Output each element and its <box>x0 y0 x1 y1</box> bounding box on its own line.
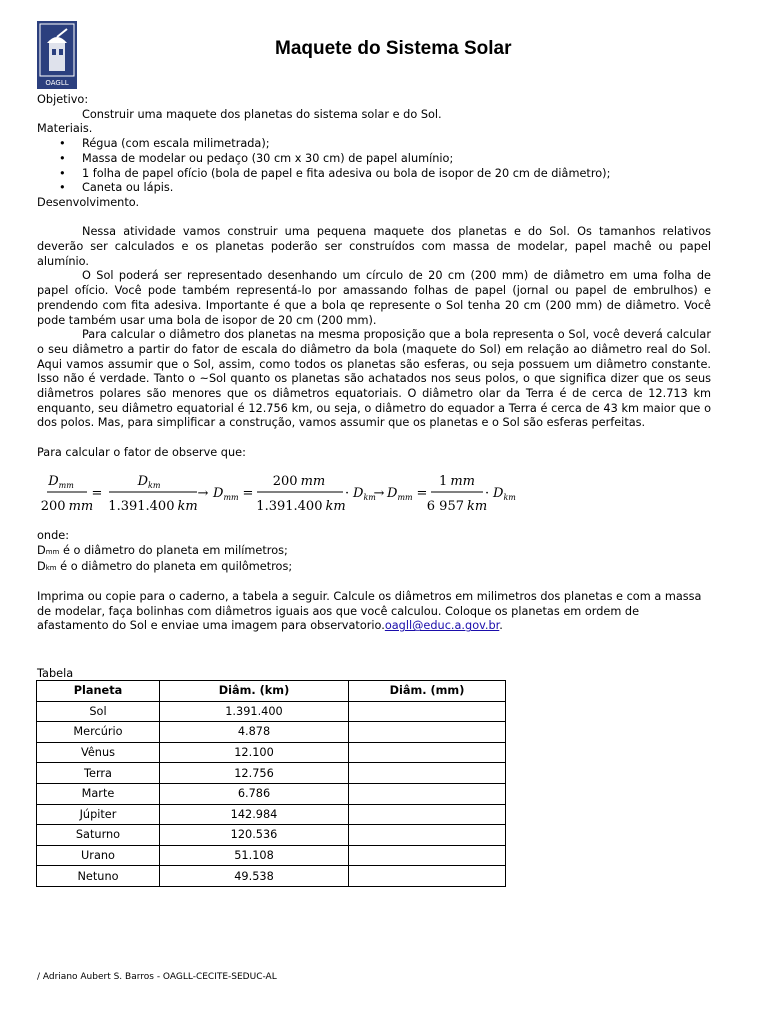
development-paragraph: Para calcular o diâmetro dos planetas na mesma proposição que a bola representa o Sol, você deverá calcular o seu diâmetro a partir do fator de escala do diâmetro da bola (maquete do Sol) em relação ao diâmetro real do Sol. Aqui vamos assumir que o Sol, assim, como todos os planetas são esferas, ou seja possuem um diâmetro constante. Isso não é verdade. Tanto o ~Sol quanto os planetas são achatados nos seus polos, o que significa dizer que os seus diâmetros polares são menores que os diâmetros equatoriais. O diâmetro olar da Terra é de cerca de 12.713 km enquanto, seu diâmetro equatorial é 12.756 km, ou seja, o diâmetro do equador a Terra é cerca de 43 km maior que o dos polos. Mas, para simplificar a construção, vamos assumir que os planetas e o Sol são esferas perfeitas. <box>37 328 711 430</box>
svg-text:200mm: 200 mm <box>40 498 94 514</box>
planet-diam-km: 4.878 <box>160 722 349 743</box>
planet-name: Urano <box>37 845 160 866</box>
footer-credit: / Adriano Aubert S. Barros - OAGLL-CECITE-SEDUC-AL <box>37 972 277 982</box>
planet-diam-mm[interactable] <box>349 804 506 825</box>
document-body <box>37 93 711 634</box>
table-row <box>37 845 506 866</box>
development-paragraph: O Sol poderá ser representado desenhando um círculo de 20 cm (200 mm) de diâmetro em uma folha de papel ofício. Você pode também representá-lo por amassando folhas de papel (jornal ou papel de embrulhos) e prendendo com fita adesiva. Importante é que a bola qe represente o Sol tenha 20 cm (200 mm) de diâmetro. Você pode também usar uma bola de isopor de 20 cm (200 mm). <box>37 269 711 327</box>
planet-diam-mm[interactable] <box>349 866 506 887</box>
logo-text: OAGLL <box>45 79 69 87</box>
table-row <box>37 701 506 722</box>
planet-table <box>36 680 506 887</box>
svg-text:=: = <box>416 485 428 501</box>
planet-name: Marte <box>37 783 160 804</box>
materials-item: • Caneta ou lápis. <box>37 181 711 196</box>
svg-text:·: · <box>345 485 350 501</box>
definitions-label: onde: <box>37 529 69 543</box>
header-diam-mm: Diâm. (mm) <box>349 681 506 702</box>
planet-diam-km: 49.538 <box>160 866 349 887</box>
planet-diam-mm[interactable] <box>349 783 506 804</box>
planet-diam-mm[interactable] <box>349 763 506 784</box>
table-row <box>37 825 506 846</box>
planet-diam-km: 120.536 <box>160 825 349 846</box>
svg-text:·: · <box>485 485 490 501</box>
planet-name: Vênus <box>37 742 160 763</box>
materials-item: • 1 folha de papel ofício (bola de papel e fita adesiva ou bola de isopor de 20 cm de diâmetro); <box>37 167 711 182</box>
svg-text:1.391.400km: 1.391.400 km <box>108 498 198 514</box>
svg-text:Dmm: $D_{mm}$ <box>213 485 239 502</box>
planet-diam-km: 12.100 <box>160 742 349 763</box>
table-header-row <box>37 681 506 702</box>
header-diam-km: Diâm. (km) <box>160 681 349 702</box>
table-label: Tabela <box>37 667 74 680</box>
planet-diam-mm[interactable] <box>349 701 506 722</box>
planet-diam-mm[interactable] <box>349 845 506 866</box>
planet-name: Terra <box>37 763 160 784</box>
planet-diam-km: 142.984 <box>160 804 349 825</box>
instructions-paragraph: Imprima ou copie para o caderno, a tabela a seguir. Calcule os diâmetros em milimetros dos planetas e com a massa de modelar, faça bolinhas com diâmetros iguais aos que você calculou. Coloque os planetas em ordem de afastamento do Sol e enviae uma imagem para observatorio.oagll@educ.a.gov.br. <box>37 590 702 633</box>
planet-name: Júpiter <box>37 804 160 825</box>
email-link[interactable]: oagll@educ.a.gov.br <box>384 619 500 633</box>
svg-text:1.391.400km: 1.391.400 km <box>256 498 346 514</box>
planet-diam-km: 51.108 <box>160 845 349 866</box>
materials-label: Materiais. <box>37 122 93 136</box>
svg-text:→: → <box>373 485 385 501</box>
planet-diam-mm[interactable] <box>349 722 506 743</box>
definition-dkm: Dkm é o diâmetro do planeta em quilômetros; <box>37 559 293 573</box>
planet-diam-mm[interactable] <box>349 742 506 763</box>
table-row <box>37 722 506 743</box>
svg-text:→: → <box>197 485 209 501</box>
planet-name: Netuno <box>37 866 160 887</box>
materials-list <box>37 137 711 196</box>
oagll-logo <box>37 21 77 89</box>
page-title: Maquete do Sistema Solar <box>275 38 512 59</box>
svg-text:200mm: 200 mm <box>272 473 326 489</box>
table-row <box>37 866 506 887</box>
development-label: Desenvolvimento. <box>37 195 140 209</box>
svg-text:Dmm: $D_{mm}$ <box>387 485 413 502</box>
svg-text:=: = <box>91 485 103 501</box>
svg-text:6 957km: 6 957 km <box>426 498 488 514</box>
materials-item: • Régua (com escala milimetrada); <box>37 137 711 152</box>
scale-formula <box>37 467 517 521</box>
planet-name: Mercúrio <box>37 722 160 743</box>
planet-name: Saturno <box>37 825 160 846</box>
planet-name: Sol <box>37 701 160 722</box>
svg-text:Dkm: $D_{km}$ <box>353 485 376 502</box>
table-row <box>37 763 506 784</box>
svg-text:=: = <box>242 485 254 501</box>
planet-diam-km: 12.756 <box>160 763 349 784</box>
svg-text:1mm: 1 mm <box>439 473 475 489</box>
definition-dmm: Dmm é o diâmetro do planeta em milímetros; <box>37 543 288 557</box>
planet-diam-mm[interactable] <box>349 825 506 846</box>
materials-item: • Massa de modelar ou pedaço (30 cm x 30 cm) de papel alumínio; <box>37 152 711 167</box>
planet-diam-km: 1.391.400 <box>160 701 349 722</box>
svg-text:Dmm: $D_{mm}$ <box>48 473 74 490</box>
planet-diam-km: 6.786 <box>160 783 349 804</box>
table-row <box>37 783 506 804</box>
svg-text:Dkm: $D_{km}$ <box>493 485 516 502</box>
objective-label: Objetivo: <box>37 93 89 106</box>
table-row <box>37 742 506 763</box>
objective-text: Construir uma maquete dos planetas do sistema solar e do Sol. <box>82 107 442 121</box>
development-paragraph: Nessa atividade vamos construir uma pequena maquete dos planetas e do Sol. Os tamanhos relativos deverão ser calculados e os planetas poderão ser construídos com massa de modelar, papel machê ou papel alumínio. <box>37 225 711 268</box>
table-row <box>37 804 506 825</box>
factor-intro: Para calcular o fator de observe que: <box>37 445 246 459</box>
svg-text:Dkm: $D_{km}$ <box>137 473 161 490</box>
header-planeta: Planeta <box>37 681 160 702</box>
